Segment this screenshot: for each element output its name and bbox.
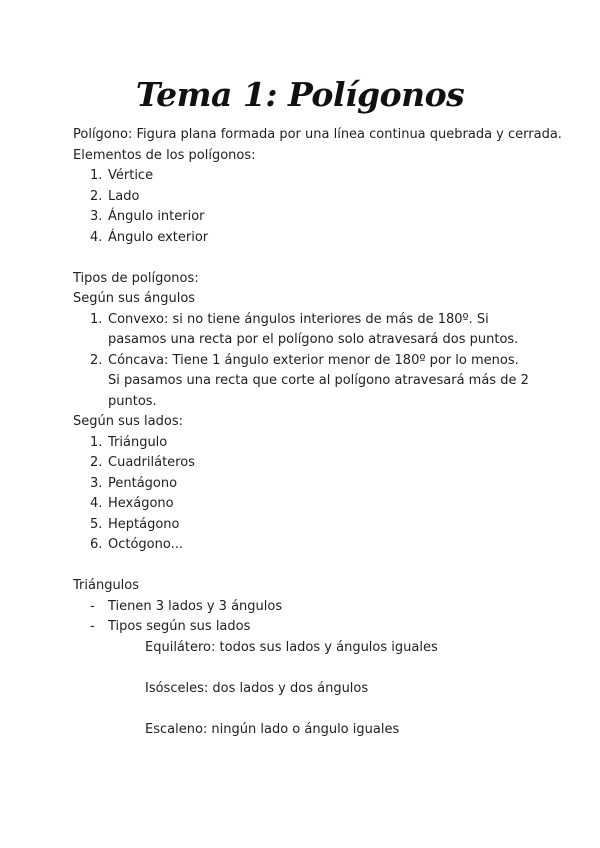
triangle-type-scalene: Escaleno: ningún lado o ángulo iguales [145,721,400,737]
list-marker: 1. [90,168,103,183]
list-item: 1. Convexo: si no tiene ángulos interiores de más de 180º. Si pasamos una recta por el polígono solo atravesará dos puntos. [90,311,519,347]
list-marker: 2. [90,352,103,368]
sides-list [73,433,533,556]
triangle-type-equilateral: Equilátero: todos sus lados y ángulos iguales [145,639,438,655]
angles-heading: Según sus ángulos [73,291,196,306]
page-title: Tema 1: Polígonos [135,75,465,114]
list-marker: 2. [90,188,103,204]
list-item: 3. Pentágono [73,474,533,495]
list-item: - Tipos según sus lados [73,617,533,638]
list-item: - Tienen 3 lados y 3 ángulos [73,597,533,618]
list-item: 2. Cóncava: Tiene 1 ángulo exterior menor de 180º por lo menos. Si pasamos una recta que corte al polígono atravesará más de 2 puntos. [90,352,529,409]
sides-heading: Según sus lados: [73,414,183,429]
list-item: 4. Ángulo exterior [73,228,533,249]
list-marker: 6. [90,537,103,552]
triangles-heading: Triángulos [73,578,140,593]
list-marker: 5. [90,516,103,532]
spacer [73,248,533,269]
list-item: 3. Ángulo interior [73,207,533,228]
spacer [73,699,533,720]
list-item: 2. Cuadriláteros [73,453,533,474]
list-item: 1. Vértice [73,166,533,187]
definition-text: Polígono: Figura plana formada por una línea continua quebrada y cerrada. [73,127,562,142]
triangle-type-isosceles: Isósceles: dos lados y dos ángulos [145,680,369,696]
list-marker: 1. [90,311,103,327]
list-item: 4. Hexágono [73,494,533,515]
angles-list [73,310,533,413]
triangles-list [73,597,533,638]
elements-heading: Elementos de los polígonos: [73,147,256,163]
spacer [73,658,533,679]
list-marker: 2. [90,455,103,470]
list-marker: 3. [90,475,103,491]
list-item: 6. Octógono... [73,535,533,556]
document-body [73,125,562,740]
list-item: 5. Heptágono [73,515,533,536]
elements-list [73,166,533,248]
dash-marker: - [90,619,95,634]
list-marker: 3. [90,209,103,224]
list-marker: 1. [90,434,103,450]
list-item: 2. Lado [73,187,533,208]
list-marker: 4. [90,496,103,511]
types-heading: Tipos de polígonos: [73,270,199,286]
list-marker: 4. [90,229,103,245]
dash-marker: - [90,598,95,614]
list-item: 1. Triángulo [73,433,533,454]
spacer [73,556,533,577]
